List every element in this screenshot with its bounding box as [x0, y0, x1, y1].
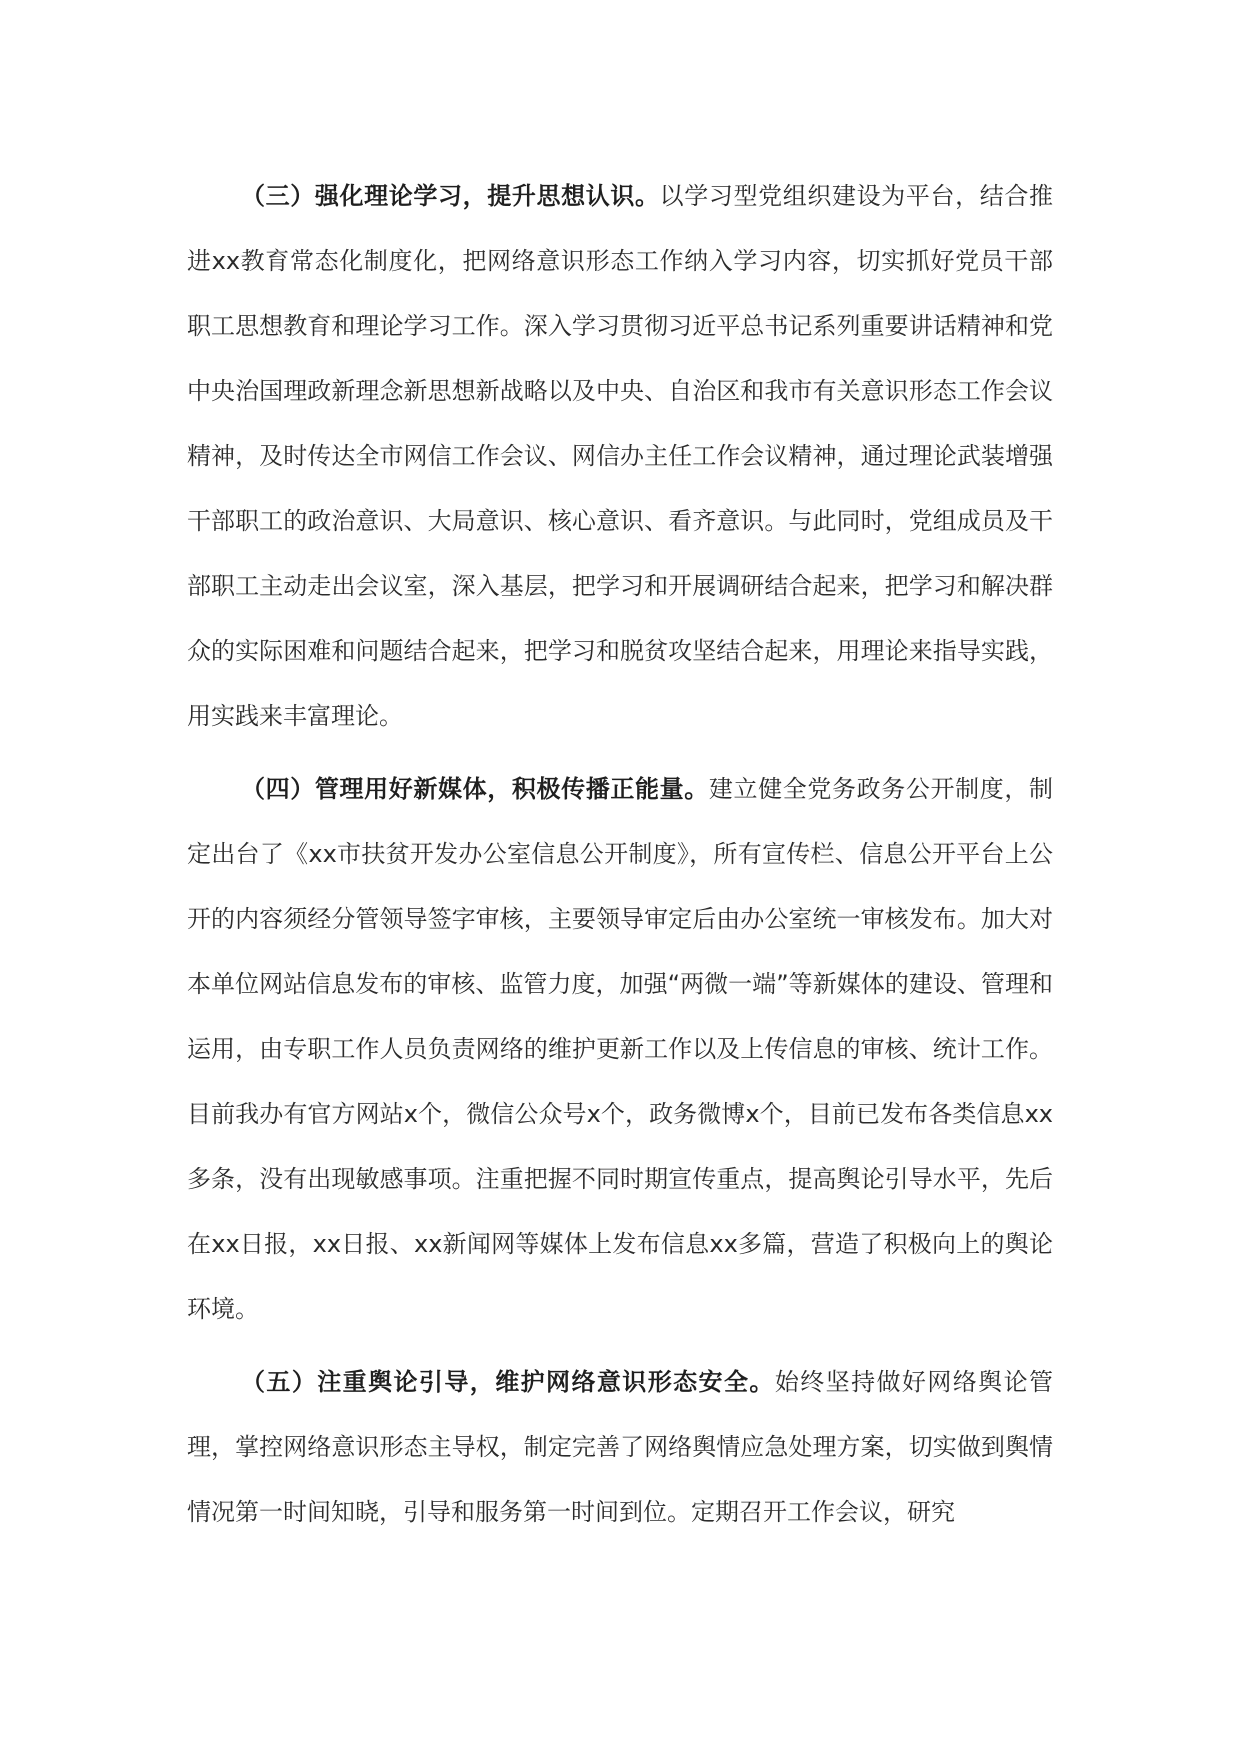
paragraph-5 — [187, 1350, 1053, 1545]
paragraph-heading: （五）注重舆论引导，维护网络意识形态安全。 — [241, 1368, 775, 1396]
paragraph-3 — [187, 164, 1053, 749]
paragraph-heading: （三）强化理论学习，提升思想认识。 — [241, 182, 660, 210]
paragraph-body: 建立健全党务政务公开制度，制定出台了《xx市扶贫开发办公室信息公开制度》，所有宣传栏、信息公开平台上公开的内容须经分管领导签字审核，主要领导审定后由办公室统一审核发布。加大对本单位网站信息发布的审核、监管力度，加强“两微一端”等新媒体的建设、管理和运用，由专职工作人员负责网络的维护更新工作以及上传信息的审核、统计工作。目前我办有官方网站x个，微信公众号x个，政务微博x个，目前已发布各类信息xx多条，没有出现敏感事项。注重把握不同时期宣传重点，提高舆论引导水平，先后在xx日报，xx日报、xx新闻网等媒体上发布信息xx多篇，营造了积极向上的舆论环境。 — [187, 775, 1053, 1323]
paragraph-heading: （四）管理用好新媒体，积极传播正能量。 — [241, 775, 709, 803]
paragraph-4 — [187, 757, 1053, 1342]
paragraph-body: 以学习型党组织建设为平台，结合推进xx教育常态化制度化，把网络意识形态工作纳入学习内容，切实抓好党员干部职工思想教育和理论学习工作。深入学习贯彻习近平总书记系列重要讲话精神和党中央治国理政新理念新思想新战略以及中央、自治区和我市有关意识形态工作会议精神，及时传达全市网信工作会议、网信办主任工作会议精神，通过理论武装增强干部职工的政治意识、大局意识、核心意识、看齐意识。与此同时，党组成员及干部职工主动走出会议室，深入基层，把学习和开展调研结合起来，把学习和解决群众的实际困难和问题结合起来，把学习和脱贫攻坚结合起来，用理论来指导实践，用实践来丰富理论。 — [187, 182, 1053, 730]
document-page — [187, 164, 1053, 1553]
paragraph-body: 始终坚持做好网络舆论管理，掌控网络意识形态主导权，制定完善了网络舆情应急处理方案，切实做到舆情情况第一时间知晓，引导和服务第一时间到位。定期召开工作会议，研究 — [187, 1368, 1054, 1526]
